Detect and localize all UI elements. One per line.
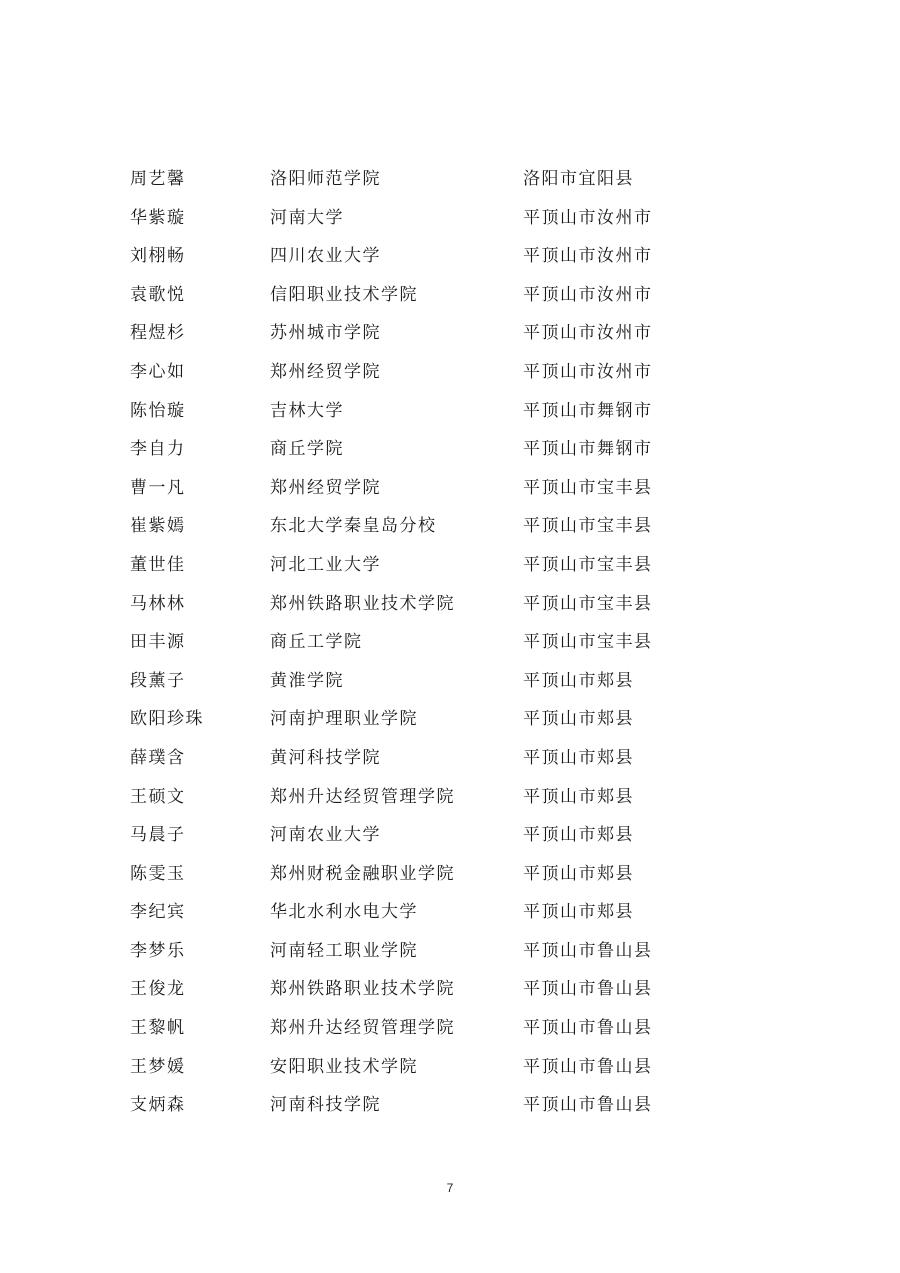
region-cell: 平顶山市汝州市: [523, 361, 653, 382]
table-row: [130, 662, 750, 701]
table-row: [130, 1086, 750, 1125]
region-cell: 平顶山市宝丰县: [523, 516, 653, 537]
name-cell: 王硕文: [130, 786, 186, 807]
school-cell: 华北水利水电大学: [270, 902, 418, 923]
table-row: [130, 430, 750, 469]
table-row: [130, 1048, 750, 1087]
table-row: [130, 1009, 750, 1048]
region-cell: 平顶山市郏县: [523, 825, 634, 846]
region-cell: 平顶山市郏县: [523, 786, 634, 807]
table-row: [130, 623, 750, 662]
name-cell: 欧阳珍珠: [130, 709, 204, 730]
region-cell: 平顶山市宝丰县: [523, 477, 653, 498]
table-row: [130, 816, 750, 855]
table-row: [130, 893, 750, 932]
region-cell: 平顶山市宝丰县: [523, 593, 653, 614]
region-cell: 平顶山市汝州市: [523, 246, 653, 267]
school-cell: 郑州升达经贸管理学院: [270, 786, 455, 807]
name-cell: 支炳森: [130, 1095, 186, 1116]
school-cell: 黄淮学院: [270, 670, 344, 691]
name-cell: 王俊龙: [130, 979, 186, 1000]
region-cell: 平顶山市郏县: [523, 670, 634, 691]
school-cell: 苏州城市学院: [270, 323, 381, 344]
table-row: [130, 160, 750, 199]
name-cell: 华紫璇: [130, 207, 186, 228]
name-cell: 李心如: [130, 361, 186, 382]
name-cell: 王黎帆: [130, 1018, 186, 1039]
school-cell: 河南大学: [270, 207, 344, 228]
school-cell: 黄河科技学院: [270, 747, 381, 768]
school-cell: 信阳职业技术学院: [270, 284, 418, 305]
name-cell: 王梦媛: [130, 1056, 186, 1077]
table-row: [130, 507, 750, 546]
school-cell: 安阳职业技术学院: [270, 1056, 418, 1077]
school-cell: 东北大学秦皇岛分校: [270, 516, 437, 537]
name-cell: 马晨子: [130, 825, 186, 846]
name-cell: 陈怡璇: [130, 400, 186, 421]
school-cell: 四川农业大学: [270, 246, 381, 267]
region-cell: 平顶山市鲁山县: [523, 1018, 653, 1039]
table-row: [130, 970, 750, 1009]
school-cell: 洛阳师范学院: [270, 169, 381, 189]
region-cell: 平顶山市宝丰县: [523, 554, 653, 575]
table-row: [130, 932, 750, 971]
school-cell: 郑州经贸学院: [270, 477, 381, 498]
name-cell: 周艺馨: [130, 169, 186, 189]
table-row: [130, 585, 750, 624]
name-cell: 李自力: [130, 439, 186, 460]
school-cell: 河北工业大学: [270, 554, 381, 575]
school-cell: 河南护理职业学院: [270, 709, 418, 730]
name-cell: 袁歌悦: [130, 284, 186, 305]
table-row: [130, 546, 750, 585]
region-cell: 平顶山市舞钢市: [523, 400, 653, 421]
name-cell: 崔紫嫣: [130, 516, 186, 537]
school-cell: 河南轻工职业学院: [270, 940, 418, 961]
name-cell: 李纪宾: [130, 902, 186, 923]
name-cell: 马林林: [130, 593, 186, 614]
table-row: [130, 469, 750, 508]
name-cell: 田丰源: [130, 632, 186, 653]
region-cell: 平顶山市宝丰县: [523, 632, 653, 653]
region-cell: 平顶山市舞钢市: [523, 439, 653, 460]
school-cell: 商丘学院: [270, 439, 344, 460]
school-cell: 郑州经贸学院: [270, 361, 381, 382]
school-cell: 郑州铁路职业技术学院: [270, 979, 455, 1000]
school-cell: 郑州升达经贸管理学院: [270, 1018, 455, 1039]
region-cell: 平顶山市汝州市: [523, 207, 653, 228]
school-cell: 河南农业大学: [270, 825, 381, 846]
name-cell: 段薰子: [130, 670, 186, 691]
name-cell: 程煜杉: [130, 323, 186, 344]
table-row: [130, 276, 750, 315]
name-cell: 董世佳: [130, 554, 186, 575]
table-row: [130, 353, 750, 392]
region-cell: 平顶山市鲁山县: [523, 940, 653, 961]
region-cell: 洛阳市宜阳县: [523, 169, 634, 189]
name-cell: 刘栩畅: [130, 246, 186, 267]
table-row: [130, 392, 750, 431]
table-row: [130, 700, 750, 739]
name-cell: 陈雯玉: [130, 863, 186, 884]
table-row: [130, 739, 750, 778]
region-cell: 平顶山市鲁山县: [523, 1095, 653, 1116]
name-cell: 李梦乐: [130, 940, 186, 961]
table-row: [130, 778, 750, 817]
region-cell: 平顶山市郏县: [523, 747, 634, 768]
region-cell: 平顶山市汝州市: [523, 323, 653, 344]
region-cell: 平顶山市鲁山县: [523, 979, 653, 1000]
school-cell: 河南科技学院: [270, 1095, 381, 1116]
school-cell: 郑州财税金融职业学院: [270, 863, 455, 884]
region-cell: 平顶山市鲁山县: [523, 1056, 653, 1077]
school-cell: 商丘工学院: [270, 632, 363, 653]
table-row: [130, 855, 750, 894]
table-row: [130, 199, 750, 238]
table-row: [130, 314, 750, 353]
school-cell: 郑州铁路职业技术学院: [270, 593, 455, 614]
name-cell: 曹一凡: [130, 477, 186, 498]
table-row: [130, 237, 750, 276]
region-cell: 平顶山市郏县: [523, 709, 634, 730]
page-number: 7: [446, 1181, 454, 1195]
name-list-table: [130, 160, 750, 1125]
name-cell: 薛璞含: [130, 747, 186, 768]
region-cell: 平顶山市汝州市: [523, 284, 653, 305]
region-cell: 平顶山市郏县: [523, 863, 634, 884]
region-cell: 平顶山市郏县: [523, 902, 634, 923]
school-cell: 吉林大学: [270, 400, 344, 421]
